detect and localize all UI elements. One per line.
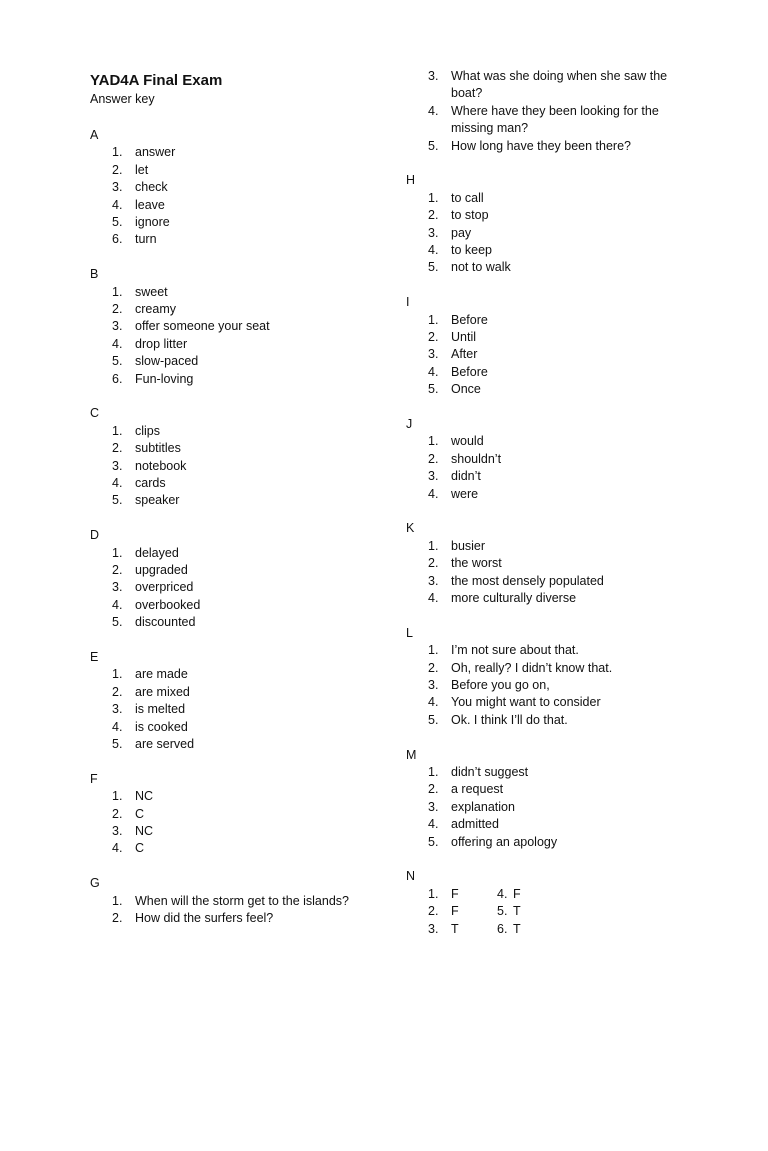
section-h: [406, 172, 746, 276]
item-number: 5.: [112, 354, 123, 369]
item-answer: C: [135, 841, 145, 856]
section-spacer: [406, 851, 746, 868]
item-number: 4.: [112, 336, 123, 351]
item-answer: NC: [135, 824, 154, 839]
item-number: 4.: [428, 817, 439, 832]
answer-item: [406, 381, 746, 398]
item-number: 5.: [112, 615, 123, 630]
item-number: 1.: [112, 145, 123, 160]
item-number: 1.: [112, 284, 123, 299]
answer-item: [406, 329, 746, 346]
item-answer: didn’t: [451, 469, 481, 484]
item-number: 2.: [112, 911, 123, 926]
item-answer: speaker: [135, 493, 180, 508]
item-number: 1.: [428, 538, 439, 553]
answer-item: [90, 736, 430, 753]
section-spacer: [406, 277, 746, 294]
item-number: 1.: [112, 667, 123, 682]
item-answer: let: [135, 162, 149, 177]
answer-item: [90, 597, 430, 614]
answer-item: [406, 68, 746, 85]
item-number: 3.: [428, 469, 439, 484]
item-number: 3.: [428, 347, 439, 362]
item-number: 5.: [497, 904, 508, 919]
left-column: [90, 127, 430, 1151]
item-number: 2.: [428, 782, 439, 797]
answer-item: [90, 197, 430, 214]
item-answer: to call: [451, 190, 484, 205]
answer-item: [406, 85, 746, 102]
answer-list: [90, 666, 430, 753]
item-answer: overpriced: [135, 580, 194, 595]
item-number: 2.: [428, 556, 439, 571]
answer-item: [90, 823, 430, 840]
section-k: [406, 520, 746, 607]
item-answer: turn: [135, 232, 157, 247]
item-number: 3.: [112, 180, 123, 195]
item-number: 4.: [428, 103, 439, 118]
section-b: [90, 266, 430, 388]
item-answer: offering an apology: [451, 834, 558, 849]
section-spacer: [406, 729, 746, 746]
section-spacer: [90, 249, 430, 266]
answer-item: [406, 433, 746, 450]
answer-item: [406, 242, 746, 259]
item-answer: cards: [135, 476, 166, 491]
item-answer: T: [513, 904, 521, 919]
item-answer: to stop: [451, 208, 489, 223]
section-letter: H: [406, 173, 416, 188]
item-answer: T: [451, 921, 459, 936]
answer-item: [406, 207, 746, 224]
item-answer: overbooked: [135, 597, 201, 612]
item-answer: Oh, really? I didn’t know that.: [451, 660, 613, 675]
item-number: 6.: [497, 921, 508, 936]
answer-list: [406, 433, 746, 503]
item-number: 4.: [428, 591, 439, 606]
item-answer: Fun-loving: [135, 371, 194, 386]
item-answer: busier: [451, 538, 486, 553]
item-answer: are made: [135, 667, 188, 682]
item-answer: to keep: [451, 243, 493, 258]
answer-row: [406, 886, 746, 903]
item-answer: is cooked: [135, 719, 188, 734]
answer-item: [406, 190, 746, 207]
answer-list-g-continued: [406, 68, 746, 155]
answer-item: [90, 475, 430, 492]
answer-list: [90, 545, 430, 632]
item-number: 6.: [112, 371, 123, 386]
section-e: [90, 649, 430, 753]
item-number: 5.: [428, 138, 439, 153]
item-answer: Before: [451, 312, 488, 327]
item-number: 4.: [112, 476, 123, 491]
item-number: 1.: [428, 886, 439, 901]
item-number: 3.: [428, 573, 439, 588]
item-number: 4.: [428, 486, 439, 501]
section-a: [90, 127, 430, 249]
item-number: 2.: [112, 302, 123, 317]
item-number: 5.: [112, 737, 123, 752]
section-letter: M: [406, 747, 417, 762]
item-answer: Before you go on,: [451, 678, 550, 693]
page-subtitle: Answer key: [90, 92, 155, 106]
item-number: 3.: [428, 921, 439, 936]
item-answer: answer: [135, 145, 176, 160]
item-number: 2.: [112, 563, 123, 578]
item-number: 5.: [428, 834, 439, 849]
item-number: 3.: [428, 678, 439, 693]
answer-list: [406, 190, 746, 277]
item-answer: a request: [451, 782, 504, 797]
answer-item: [406, 781, 746, 798]
answer-item: [406, 555, 746, 572]
item-number: 3.: [428, 225, 439, 240]
answer-item: [406, 103, 746, 120]
item-number: 3.: [112, 702, 123, 717]
item-answer: discounted: [135, 615, 196, 630]
item-number: 4.: [112, 197, 123, 212]
item-answer: the worst: [451, 556, 502, 571]
section-letter: D: [90, 528, 100, 543]
answer-item: [90, 562, 430, 579]
answer-item: [90, 545, 430, 562]
answer-item: [90, 910, 430, 927]
item-answer: F: [513, 886, 521, 901]
item-number: 2.: [112, 162, 123, 177]
item-answer: check: [135, 180, 168, 195]
section-spacer: [90, 632, 430, 649]
item-number: 3.: [112, 458, 123, 473]
item-number: 2.: [428, 904, 439, 919]
item-answer: missing man?: [451, 121, 529, 136]
section-letter: E: [90, 650, 99, 665]
item-number: 2.: [428, 451, 439, 466]
section-spacer: [406, 399, 746, 416]
item-answer: notebook: [135, 458, 187, 473]
answer-list: [90, 144, 430, 248]
section-letter: K: [406, 521, 415, 536]
section-letter: G: [90, 876, 100, 891]
item-answer: creamy: [135, 302, 176, 317]
item-answer: C: [135, 806, 145, 821]
item-number: 5.: [428, 260, 439, 275]
section-c: [90, 405, 430, 509]
item-answer: admitted: [451, 817, 499, 832]
answer-item: [90, 440, 430, 457]
answer-item: [90, 893, 430, 910]
item-number: 3.: [112, 824, 123, 839]
item-answer: are served: [135, 737, 195, 752]
answer-item: [406, 120, 746, 137]
answer-item: [90, 336, 430, 353]
item-answer: is melted: [135, 702, 186, 717]
section-letter: F: [90, 771, 98, 786]
section-letter: J: [406, 417, 413, 432]
answer-list: [90, 284, 430, 388]
answer-item: [406, 764, 746, 781]
item-number: 1.: [112, 893, 123, 908]
answer-item: [90, 423, 430, 440]
section-spacer: [406, 503, 746, 520]
item-answer: Until: [451, 330, 477, 345]
section-i: [406, 294, 746, 398]
item-number: 1.: [112, 545, 123, 560]
item-number: 4.: [497, 886, 508, 901]
item-number: 1.: [428, 434, 439, 449]
item-number: 2.: [428, 660, 439, 675]
answer-list: [406, 312, 746, 399]
answer-item: [406, 259, 746, 276]
item-answer: drop litter: [135, 336, 188, 351]
section-letter: C: [90, 406, 100, 421]
item-number: 5.: [112, 215, 123, 230]
section-l: [406, 625, 746, 729]
answer-item: [90, 301, 430, 318]
item-answer: were: [451, 486, 479, 501]
item-answer: After: [451, 347, 478, 362]
item-answer: NC: [135, 789, 154, 804]
item-answer: delayed: [135, 545, 179, 560]
item-number: 3.: [112, 580, 123, 595]
answer-item: [406, 312, 746, 329]
item-answer: When will the storm get to the islands?: [135, 893, 349, 908]
item-number: 1.: [428, 765, 439, 780]
item-answer: Ok. I think I’ll do that.: [451, 712, 568, 727]
item-number: 1.: [428, 312, 439, 327]
item-answer: offer someone your seat: [135, 319, 270, 334]
item-number: 2.: [428, 208, 439, 223]
answer-item: [90, 684, 430, 701]
item-answer: F: [451, 904, 459, 919]
answer-item: [406, 364, 746, 381]
answer-item: [406, 225, 746, 242]
section-g: [90, 875, 430, 927]
item-answer: explanation: [451, 799, 515, 814]
item-number: 1.: [112, 789, 123, 804]
item-answer: leave: [135, 197, 165, 212]
item-number: 3.: [428, 69, 439, 83]
section-spacer: [90, 510, 430, 527]
answer-row: [406, 921, 746, 938]
item-number: 1.: [112, 423, 123, 438]
page-title: YAD4A Final Exam: [90, 72, 223, 89]
section-spacer: [90, 388, 430, 405]
section-letter: I: [406, 295, 410, 310]
answer-item: [406, 346, 746, 363]
item-answer: T: [513, 921, 521, 936]
item-answer: upgraded: [135, 563, 188, 578]
item-number: 1.: [428, 190, 439, 205]
item-answer: Where have they been looking for the: [451, 103, 659, 118]
answer-item: [90, 214, 430, 231]
item-answer: ignore: [135, 215, 170, 230]
item-number: 6.: [112, 232, 123, 247]
answer-list: [90, 423, 430, 510]
section-j: [406, 416, 746, 503]
item-answer: not to walk: [451, 260, 511, 275]
answer-item: [90, 371, 430, 388]
item-number: 4.: [428, 695, 439, 710]
section-spacer: [406, 155, 746, 172]
answer-item: [406, 694, 746, 711]
item-answer: clips: [135, 423, 161, 438]
answer-item: [90, 458, 430, 475]
item-answer: shouldn’t: [451, 451, 502, 466]
answer-item: [406, 468, 746, 485]
item-number: 5.: [112, 493, 123, 508]
item-answer: boat?: [451, 86, 483, 101]
item-answer: How long have they been there?: [451, 138, 631, 153]
answer-item: [90, 162, 430, 179]
answer-item: [406, 799, 746, 816]
section-letter: N: [406, 869, 416, 884]
item-number: 2.: [112, 441, 123, 456]
item-number: 2.: [112, 806, 123, 821]
answer-item: [406, 660, 746, 677]
answer-item: [406, 834, 746, 851]
answer-item: [406, 138, 746, 155]
item-answer: are mixed: [135, 684, 190, 699]
item-number: 4.: [428, 364, 439, 379]
answer-item: [406, 642, 746, 659]
answer-item: [406, 816, 746, 833]
answer-item: [90, 806, 430, 823]
answer-item: [406, 451, 746, 468]
section-f: [90, 771, 430, 858]
answer-item: [90, 492, 430, 509]
item-number: 4.: [112, 841, 123, 856]
item-number: 5.: [428, 712, 439, 727]
answer-item: [90, 701, 430, 718]
item-answer: would: [451, 434, 484, 449]
item-answer: I’m not sure about that.: [451, 643, 579, 658]
answer-list: [406, 538, 746, 608]
item-answer: subtitles: [135, 441, 181, 456]
answer-item: [406, 573, 746, 590]
item-number: 2.: [428, 330, 439, 345]
item-answer: more culturally diverse: [451, 591, 577, 606]
item-number: 5.: [428, 382, 439, 397]
section-spacer: [90, 753, 430, 770]
item-answer: pay: [451, 225, 472, 240]
answer-list: [406, 764, 746, 851]
answer-item: [90, 231, 430, 248]
true-false-grid: [406, 886, 746, 938]
answer-list: [90, 893, 430, 928]
item-answer: What was she doing when she saw the: [451, 69, 668, 83]
item-number: 3.: [428, 799, 439, 814]
item-number: 4.: [428, 243, 439, 258]
item-answer: sweet: [135, 284, 168, 299]
answer-item: [90, 579, 430, 596]
section-m: [406, 747, 746, 851]
answer-item: [406, 677, 746, 694]
answer-item: [90, 788, 430, 805]
answer-item: [90, 840, 430, 857]
section-d: [90, 527, 430, 631]
answer-list: [90, 788, 430, 858]
answer-item: [90, 666, 430, 683]
item-number: 3.: [112, 319, 123, 334]
answer-item: [90, 614, 430, 631]
answer-item: [90, 719, 430, 736]
item-answer: How did the surfers feel?: [135, 911, 274, 926]
item-number: 1.: [428, 643, 439, 658]
item-answer: Before: [451, 364, 488, 379]
item-answer: F: [451, 886, 459, 901]
answer-item: [90, 179, 430, 196]
item-answer: You might want to consider: [451, 695, 601, 710]
answer-item: [406, 590, 746, 607]
answer-item: [90, 284, 430, 301]
answer-item: [406, 538, 746, 555]
answer-item: [90, 144, 430, 161]
item-answer: Once: [451, 382, 481, 397]
item-number: 2.: [112, 684, 123, 699]
answer-row: [406, 903, 746, 920]
answer-item: [90, 318, 430, 335]
section-letter: L: [406, 625, 413, 640]
item-number: 4.: [112, 719, 123, 734]
item-answer: the most densely populated: [451, 573, 604, 588]
section-letter: A: [90, 128, 99, 142]
answer-item: [90, 353, 430, 370]
answer-item: [406, 486, 746, 503]
section-n: [406, 868, 746, 938]
item-number: 4.: [112, 597, 123, 612]
section-spacer: [406, 607, 746, 624]
right-column: [406, 68, 746, 1092]
section-spacer: [90, 858, 430, 875]
section-letter: B: [90, 267, 99, 282]
answer-item: [406, 712, 746, 729]
item-answer: didn’t suggest: [451, 765, 529, 780]
answer-list: [406, 642, 746, 729]
item-answer: slow-paced: [135, 354, 199, 369]
